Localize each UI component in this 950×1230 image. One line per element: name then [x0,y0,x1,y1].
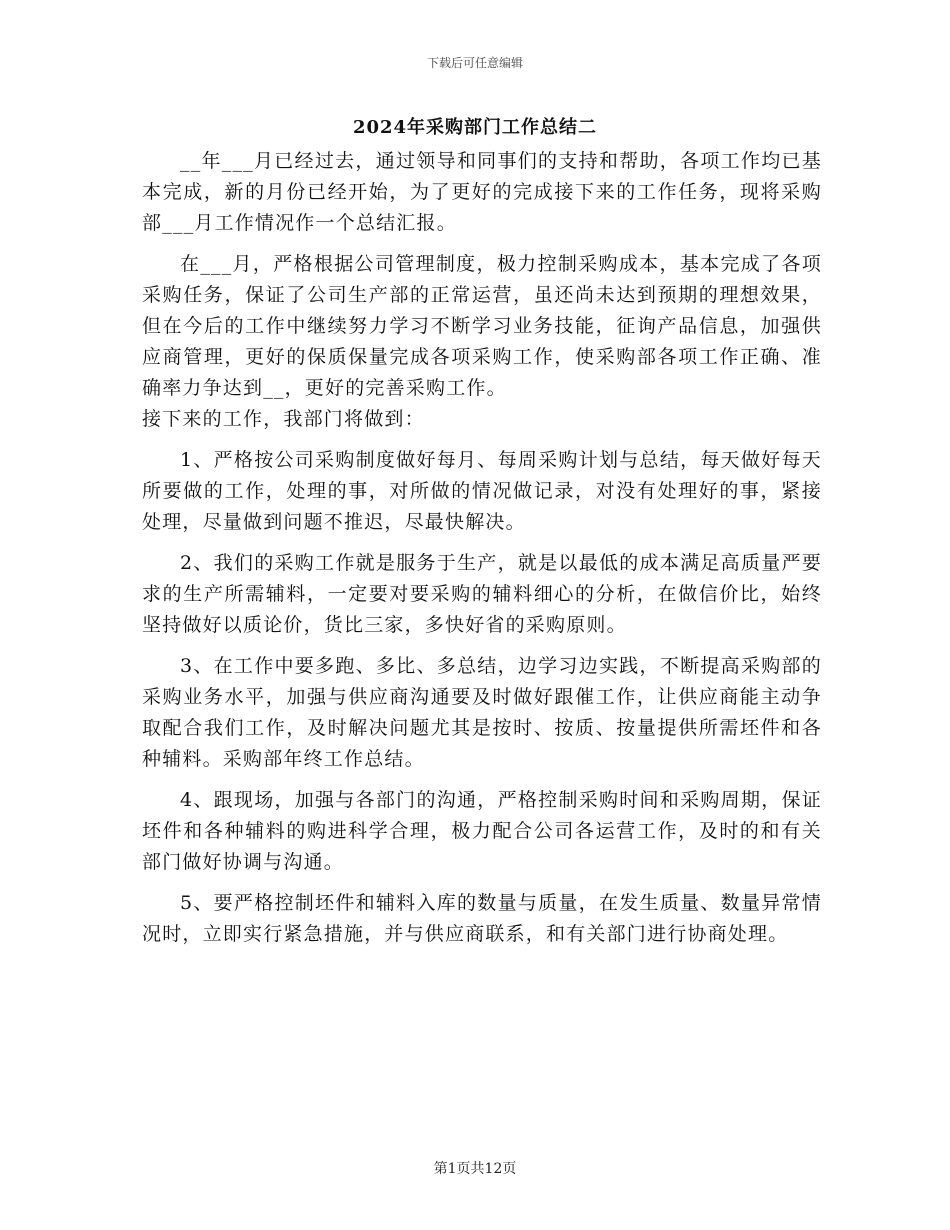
paragraph-intro: __年___月已经过去，通过领导和同事们的支持和帮助，各项工作均已基本完成，新的月份已经开始，为了更好的完成接下来的工作任务，现将采购部___月工作情况作一个总结汇报。 [142,150,822,234]
document-title: 2024年采购部门工作总结二 [352,117,598,138]
paragraph-item-1: 1、严格按公司采购制度做好每月、每周采购计划与总结，每天做好每天所要做的工作，处理的事，对所做的情况做记录，对没有处理好的事，紧接处理，尽量做到问题不推迟，尽最快解决。 [142,449,822,533]
header-note: 下载后可任意编辑 [426,56,523,70]
paragraph-item-2: 2、我们的采购工作就是服务于生产，就是以最低的成本满足高质量严要求的生产所需辅料，一定要对要采购的辅料细心的分析，在做信价比，始终坚持做好以质论价，货比三家，多快好省的采购原则。 [142,552,822,636]
paragraph-item-5: 5、要严格控制坯件和辅料入库的数量与质量，在发生质量、数量异常情况时，立即实行紧急措施，并与供应商联系，和有关部门进行协商处理。 [142,892,822,945]
page-number: 第1页共12页 [433,1161,517,1177]
paragraph-summary: 在___月，严格根据公司管理制度，极力控制采购成本，基本完成了各项采购任务，保证了公司生产部的正常运营，虽还尚未达到预期的理想效果，但在今后的工作中继续努力学习不断学习业务技能，征询产品信息，加强供应商管理，更好的保质保量完成各项采购工作，使采购部各项工作正确、准确率力争达到__，更好的完善采购工作。 [142,253,822,399]
document-body [142,146,822,950]
paragraph-next-steps: 接下来的工作，我部门将做到： [142,408,425,430]
paragraph-item-4: 4、跟现场，加强与各部门的沟通，严格控制采购时间和采购周期，保证坯件和各种辅料的购进科学合理，极力配合公司各运营工作，及时的和有关部门做好协调与沟通。 [142,789,822,873]
paragraph-item-3: 3、在工作中要多跑、多比、多总结，边学习边实践，不断提高采购部的采购业务水平，加强与供应商沟通要及时做好跟催工作，让供应商能主动争取配合我们工作，及时解决问题尤其是按时、按质、按量提供所需坯件和各种辅料。采购部年终工作总结。 [142,655,822,770]
